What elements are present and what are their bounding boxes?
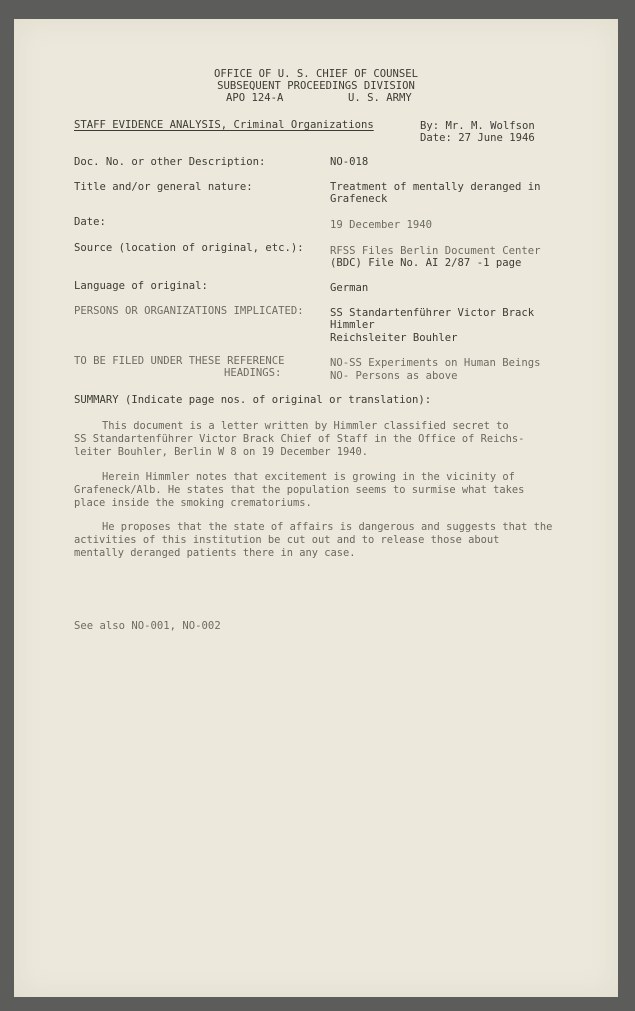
summary-p3-line-1: He proposes that the state of affairs is dangerous and suggests that the bbox=[102, 521, 553, 533]
filed-value-2: NO- Persons as above bbox=[330, 370, 458, 382]
document-page bbox=[14, 19, 618, 997]
summary-p1-line-1: This document is a letter written by Himmler classified secret to bbox=[102, 420, 509, 432]
header-line-1: OFFICE OF U. S. CHIEF OF COUNSEL bbox=[213, 68, 419, 80]
header-apo: APO 124-A bbox=[226, 92, 284, 104]
title-value-2: Grafeneck bbox=[330, 193, 388, 205]
filed-label-2: HEADINGS: bbox=[224, 367, 282, 379]
summary-paragraph-2 bbox=[74, 471, 524, 510]
title-label: Title and/or general nature: bbox=[74, 181, 253, 193]
date-label: Date: bbox=[74, 216, 106, 228]
summary-paragraph-1 bbox=[74, 420, 524, 459]
filed-value-1: NO-SS Experiments on Human Beings bbox=[330, 357, 541, 369]
summary-p3-line-2: activities of this institution be cut out and to release those about bbox=[74, 534, 500, 546]
see-also: See also NO-001, NO-002 bbox=[74, 620, 221, 632]
summary-p1-line-3: leiter Bouhler, Berlin W 8 on 19 December 1940. bbox=[74, 446, 369, 458]
header-army: U. S. ARMY bbox=[348, 92, 412, 104]
analysis-date: Date: 27 June 1946 bbox=[420, 132, 535, 144]
source-value-1: RFSS Files Berlin Document Center bbox=[330, 245, 541, 257]
person-himmler: Himmler bbox=[330, 319, 375, 331]
language-value: German bbox=[330, 282, 369, 294]
source-label: Source (location of original, etc.): bbox=[74, 242, 304, 254]
summary-paragraph-3 bbox=[74, 521, 552, 560]
persons-label: PERSONS OR ORGANIZATIONS IMPLICATED: bbox=[74, 305, 304, 317]
summary-p2-line-2: Grafeneck/Alb. He states that the population seems to surmise what takes bbox=[74, 484, 525, 496]
person-brack: SS Standartenführer Victor Brack bbox=[330, 307, 535, 319]
analysis-heading: STAFF EVIDENCE ANALYSIS, Criminal Organizations bbox=[74, 119, 374, 131]
person-bouhler: Reichsleiter Bouhler bbox=[330, 332, 458, 344]
source-value-2: (BDC) File No. AI 2/87 -1 page bbox=[330, 257, 522, 269]
summary-p2-line-3: place inside the smoking crematoriums. bbox=[74, 497, 312, 509]
title-value-1: Treatment of mentally deranged in bbox=[330, 181, 541, 193]
doc-no-label: Doc. No. or other Description: bbox=[74, 156, 266, 168]
header-line-2: SUBSEQUENT PROCEEDINGS DIVISION bbox=[217, 80, 415, 92]
language-label: Language of original: bbox=[74, 280, 208, 292]
filed-label-1: TO BE FILED UNDER THESE REFERENCE bbox=[74, 355, 285, 367]
summary-p2-line-1: Herein Himmler notes that excitement is growing in the vicinity of bbox=[102, 471, 515, 483]
doc-no-value: NO-018 bbox=[330, 156, 369, 168]
analyst-by: By: Mr. M. Wolfson bbox=[420, 120, 535, 132]
summary-p1-line-2: SS Standartenführer Victor Brack Chief of Staff in the Office of Reichs- bbox=[74, 433, 525, 445]
date-value: 19 December 1940 bbox=[330, 219, 433, 231]
summary-p3-line-3: mentally deranged patients there in any case. bbox=[74, 547, 356, 559]
summary-label: SUMMARY (Indicate page nos. of original or translation): bbox=[74, 394, 432, 406]
